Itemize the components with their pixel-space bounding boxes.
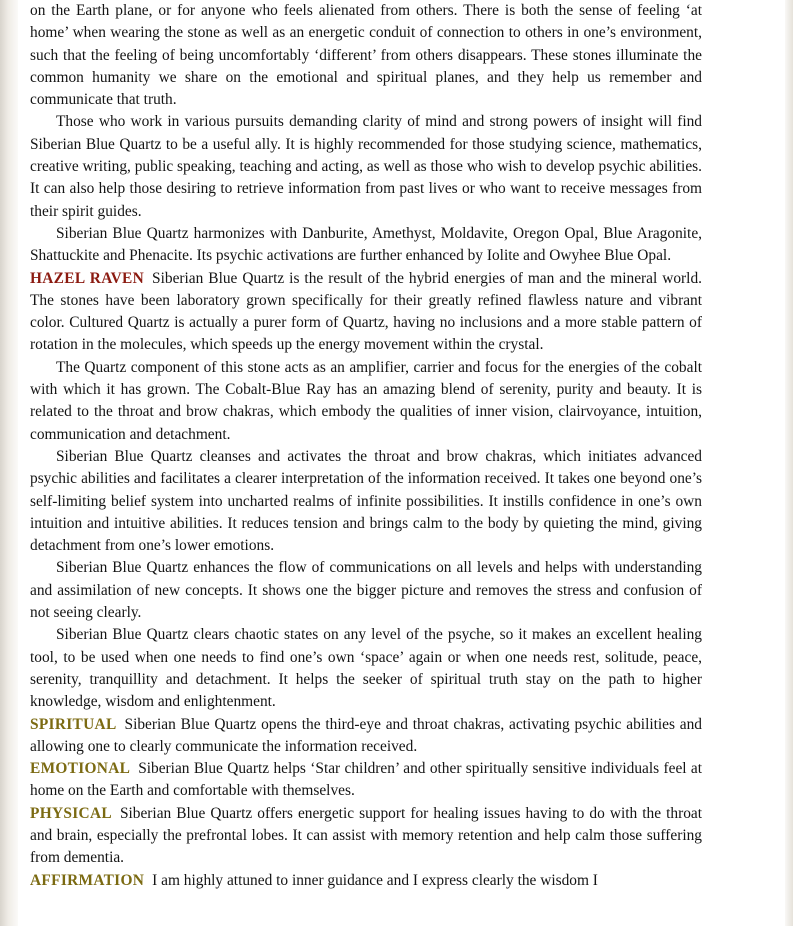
- paragraph-p3: [30, 223, 702, 268]
- paragraph-spiritual: [30, 714, 702, 759]
- page-gutter-shadow-left: [0, 0, 18, 926]
- paragraph-p7: [30, 557, 702, 624]
- paragraph-p5: [30, 357, 702, 446]
- section-label-spiritual: SPIRITUAL: [30, 715, 117, 733]
- paragraph-text: Siberian Blue Quartz clears chaotic states on any level of the psyche, so it makes an excellent healing tool, to be used when one needs to find one’s own ‘space’ again or when one needs rest, solitude, peace, serenity, tranquillity and detachment. It helps the seeker of spiritual truth stay on the path to higher knowledge, wisdom and enlightenment.: [30, 626, 702, 711]
- paragraph-hazel-raven: [30, 268, 702, 357]
- paragraph-p1: [30, 0, 702, 111]
- paragraph-text: Siberian Blue Quartz enhances the flow of communications on all levels and helps with understanding and assimilation of new concepts. It shows one the bigger picture and removes the stress and confusion of not seeing clearly.: [30, 559, 702, 622]
- section-label-physical: PHYSICAL: [30, 804, 112, 822]
- paragraph-text: Siberian Blue Quartz cleanses and activates the throat and brow chakras, which initiates advanced psychic abilities and facilitates a clearer interpretation of the information received. It takes one beyond one’s self-limiting belief system into uncharted realms of infinite possibilities. It instills confidence in one’s own intuition and intuitive abilities. It reduces tension and brings calm to the body by quieting the mind, giving detachment from one’s lower emotions.: [30, 447, 702, 555]
- paragraph-p8: [30, 624, 702, 713]
- paragraph-text: The Quartz component of this stone acts as an amplifier, carrier and focus for the energies of the cobalt with which it has grown. The Cobalt-Blue Ray has an amazing blend of serenity, purity and beauty. It is related to the throat and brow chakras, which embody the qualities of inner vision, clairvoyance, intuition, communication and detachment.: [30, 358, 702, 443]
- page-gutter-shadow-right: [785, 0, 793, 926]
- paragraph-p2: [30, 111, 702, 222]
- paragraph-text: Siberian Blue Quartz opens the third-eye and throat chakras, activating psychic abilities and allowing one to clearly communicate the information received.: [30, 715, 702, 755]
- section-label-affirmation: AFFIRMATION: [30, 871, 145, 889]
- paragraph-text: Siberian Blue Quartz harmonizes with Danburite, Amethyst, Moldavite, Oregon Opal, Blue Aragonite, Shattuckite and Phenacite. Its psychic activations are further enhanced by Iolite and Owyhee Blue Opal.: [30, 224, 702, 265]
- paragraph-text: Siberian Blue Quartz helps ‘Star children’ and other spiritually sensitive individuals feel at home on the Earth and comfortable with themselves.: [30, 760, 702, 800]
- paragraph-text: on the Earth plane, or for anyone who feels alienated from others. There is both the sense of feeling ‘at home’ when wearing the stone as well as an energetic conduit of connection to others in one’s environment, such that the feeling of being uncomfortably ‘different’ from others disappears. These stones illuminate the common humanity we share on the emotional and spiritual planes, and they help us remember and communicate that truth.: [30, 2, 702, 109]
- paragraph-text: I am highly attuned to inner guidance and I express clearly the wisdom I: [152, 871, 598, 889]
- paragraph-text: Siberian Blue Quartz is the result of the hybrid energies of man and the mineral world. The stones have been laboratory grown specifically for their greatly refined flawless nature and vibrant color. Cultured Quartz is actually a purer form of Quartz, having no inclusions and a more stable pattern of rotation in the molecules, which speeds up the energy movement within the crystal.: [30, 269, 702, 354]
- section-label-hazel-raven: HAZEL RAVEN: [30, 269, 145, 287]
- paragraph-emotional: [30, 758, 702, 803]
- paragraph-text: Siberian Blue Quartz offers energetic support for healing issues having to do with the throat and brain, especially the prefrontal lobes. It can assist with memory retention and help calm those suffering from dementia.: [30, 804, 702, 867]
- section-label-emotional: EMOTIONAL: [30, 760, 131, 778]
- paragraph-affirmation: [30, 870, 702, 892]
- paragraph-p6: [30, 446, 702, 557]
- paragraph-text: Those who work in various pursuits demanding clarity of mind and strong powers of insight will find Siberian Blue Quartz to be a useful ally. It is highly recommended for those studying science, mathematics, creative writing, public speaking, teaching and acting, as well as those who wish to develop psychic abilities. It can also help those desiring to retrieve information from past lives or who want to receive messages from their spirit guides.: [30, 113, 702, 220]
- page-text-column: [30, 0, 702, 892]
- paragraph-physical: [30, 803, 702, 870]
